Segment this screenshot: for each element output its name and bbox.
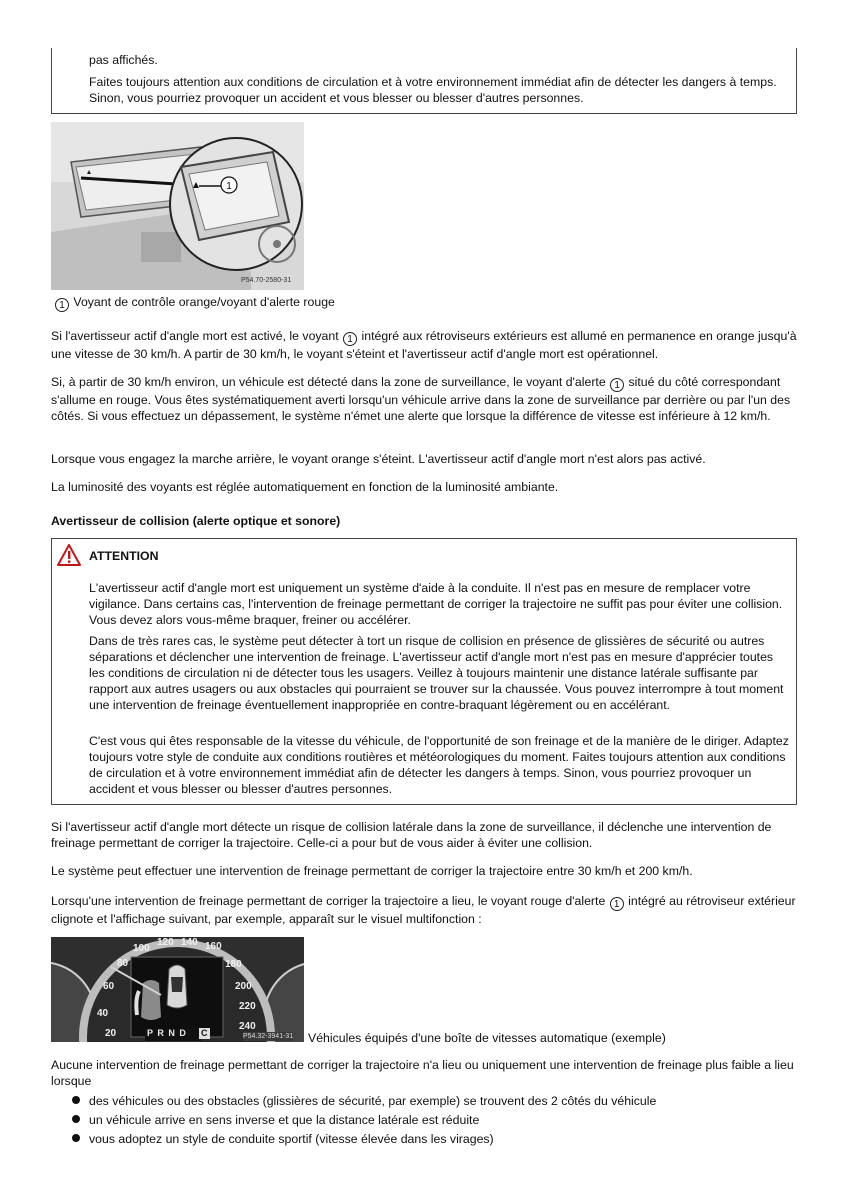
speed-label: 60 xyxy=(103,981,115,992)
list-item: des véhicules ou des obstacles (glissières de sécurité, par exemple) se trouvent des 2 côtés du véhicule xyxy=(89,1094,657,1108)
mirror-illustration xyxy=(51,122,304,290)
paragraph-1-text-b: intégré aux rétroviseurs extérieurs est allumé en permanence en orange jusqu'à une vitesse de 30 km/h. A partir de 30 km/h, le voyant s'éteint et l'avertisseur actif d'angle mort est opérationnel. xyxy=(51,329,797,361)
paragraph-5: Si l'avertisseur actif d'angle mort détecte un risque de collision latérale dans la zone de surveillance, il déclenche une intervention de freinage permettant de corriger la trajectoire. Celle-ci a pour but de vous aider à éviter une collision. xyxy=(51,820,772,850)
warning-triangle-icon xyxy=(57,544,81,566)
figure1-caption-row xyxy=(54,294,754,312)
paragraph-7-text-b: intégré au rétroviseur extérieur clignote et l'affichage suivant, par exemple, apparaît sur le visuel multifonction : xyxy=(51,894,796,926)
gear-c-icon: C xyxy=(201,1028,208,1038)
attention-title: ATTENTION xyxy=(89,549,159,563)
gear-indicator: P R N D xyxy=(147,1028,187,1038)
speed-label: 100 xyxy=(133,943,150,954)
paragraph-4: La luminosité des voyants est réglée automatiquement en fonction de la luminosité ambiante. xyxy=(51,480,559,494)
figure1-caption: Voyant de contrôle orange/voyant d'alerte rouge xyxy=(73,295,335,309)
paragraph-6: Le système peut effectuer une intervention de freinage permettant de corriger la trajectoire entre 30 km/h et 200 km/h. xyxy=(51,864,693,878)
warning-box-line2: Faites toujours attention aux conditions de circulation et à votre environnement immédiat afin de détecter les dangers à temps. Sinon, vous pourriez provoquer un accident et vous blesser ou blesser d'autres personnes. xyxy=(89,75,777,105)
speed-label: 120 xyxy=(157,937,174,948)
speed-label: 240 xyxy=(239,1021,256,1032)
attention-para-3: C'est vous qui êtes responsable de la vitesse du véhicule, de l'opportunité de son freinage et de la manière de le diriger. Adaptez toujours votre style de conduite aux conditions routières et météorologiques du moment. Faites toujours attention aux conditions de circulation et à votre environnement immédiat afin de détecter les dangers à temps. Sinon, vous pourriez provoquer un accident et vous blesser ou blesser d'autres personnes. xyxy=(89,734,789,796)
speed-label: 40 xyxy=(97,1008,109,1019)
instrument-cluster-illustration xyxy=(51,937,304,1042)
attention-para-1: L'avertisseur actif d'angle mort est uniquement un système d'aide à la conduite. Il n'est pas en mesure de remplacer votre vigilance. Dans certains cas, l'intervention de freinage permettant de corriger la trajectoire ne suffit pas pour éviter une collision. Vous devez alors vous-même braquer, freiner ou accélérer. xyxy=(89,581,783,627)
speed-label: 180 xyxy=(225,959,242,970)
speed-label: 160 xyxy=(205,941,222,952)
bullet-dot-icon xyxy=(72,1134,80,1142)
speed-label: 80 xyxy=(117,958,129,969)
callout-number-icon: 1 xyxy=(343,332,357,346)
paragraph-3: Lorsque vous engagez la marche arrière, le voyant orange s'éteint. L'avertisseur actif d'angle mort n'est alors pas activé. xyxy=(51,452,706,466)
speed-label: 220 xyxy=(239,1001,256,1012)
mirror-drawing-icon xyxy=(51,122,304,290)
callout-number-icon: 1 xyxy=(610,378,624,392)
figure2-caption: Véhicules équipés d'une boîte de vitesses automatique (exemple) xyxy=(308,1031,666,1045)
paragraph-1-text-a: Si l'avertisseur actif d'angle mort est activé, le voyant xyxy=(51,329,343,343)
list-intro: Aucune intervention de freinage permettant de corriger la trajectoire n'a lieu ou uniquement une intervention de freinage plus faible a lieu lorsque xyxy=(51,1058,794,1088)
speedometer-icon xyxy=(51,937,304,1042)
paragraph-1 xyxy=(51,328,801,362)
figure1-code: P54.70-2580-31 xyxy=(241,277,292,284)
figure2-code: P54.32-3941-31 xyxy=(243,1033,294,1040)
speed-label: 20 xyxy=(105,1028,117,1039)
speed-label: 140 xyxy=(181,937,198,948)
paragraph-2 xyxy=(51,374,801,424)
warning-box-line1: pas affichés. xyxy=(89,53,158,67)
paragraph-7-text-a: Lorsqu'une intervention de freinage permettant de corriger la trajectoire a lieu, le voyant rouge d'alerte xyxy=(51,894,609,908)
paragraph-2-text-b: situé du côté correspondant s'allume en rouge. Vous êtes systématiquement averti lorsqu'un véhicule arrive dans la zone de surveillance par derrière ou par l'un des côtés. Si vous effectuez un dépassement, le système n'émet une alerte que lorsque la différence de vitesse est inférieure à 12 km/h. xyxy=(51,375,791,423)
speed-label: 200 xyxy=(235,981,252,992)
paragraph-2-text-a: Si, à partir de 30 km/h environ, un véhicule est détecté dans la zone de surveillance, le voyant d'alerte xyxy=(51,375,610,389)
attention-para-2: Dans de très rares cas, le système peut détecter à tort un risque de collision en présence de glissières de sécurité ou autres séparations et déclencher une intervention de freinage. L'avertisseur actif d'angle mort n'est pas en mesure d'apprécier toutes les conditions de circulation ni de détecter tous les usagers. Veillez à toujours maintenir une distance latérale suffisante par rapport aux autres usagers ou aux obstacles qui pourraient se trouver sur la chaussée. Vous pouvez interrompre à tout moment une intervention de freinage éventuellement inappropriée en contre-braquant légèrement ou en accélérant. xyxy=(89,634,784,712)
section-heading: Avertisseur de collision (alerte optique et sonore) xyxy=(51,514,341,528)
callout-number-icon: 1 xyxy=(55,298,69,312)
svg-text:1: 1 xyxy=(226,181,232,192)
paragraph-7 xyxy=(51,893,801,927)
list-item: un véhicule arrive en sens inverse et que la distance latérale est réduite xyxy=(89,1113,480,1127)
callout-number-icon: 1 xyxy=(610,897,624,911)
bullet-dot-icon xyxy=(72,1115,80,1123)
list-item: vous adoptez un style de conduite sportif (vitesse élevée dans les virages) xyxy=(89,1132,494,1146)
bullet-dot-icon xyxy=(72,1096,80,1104)
